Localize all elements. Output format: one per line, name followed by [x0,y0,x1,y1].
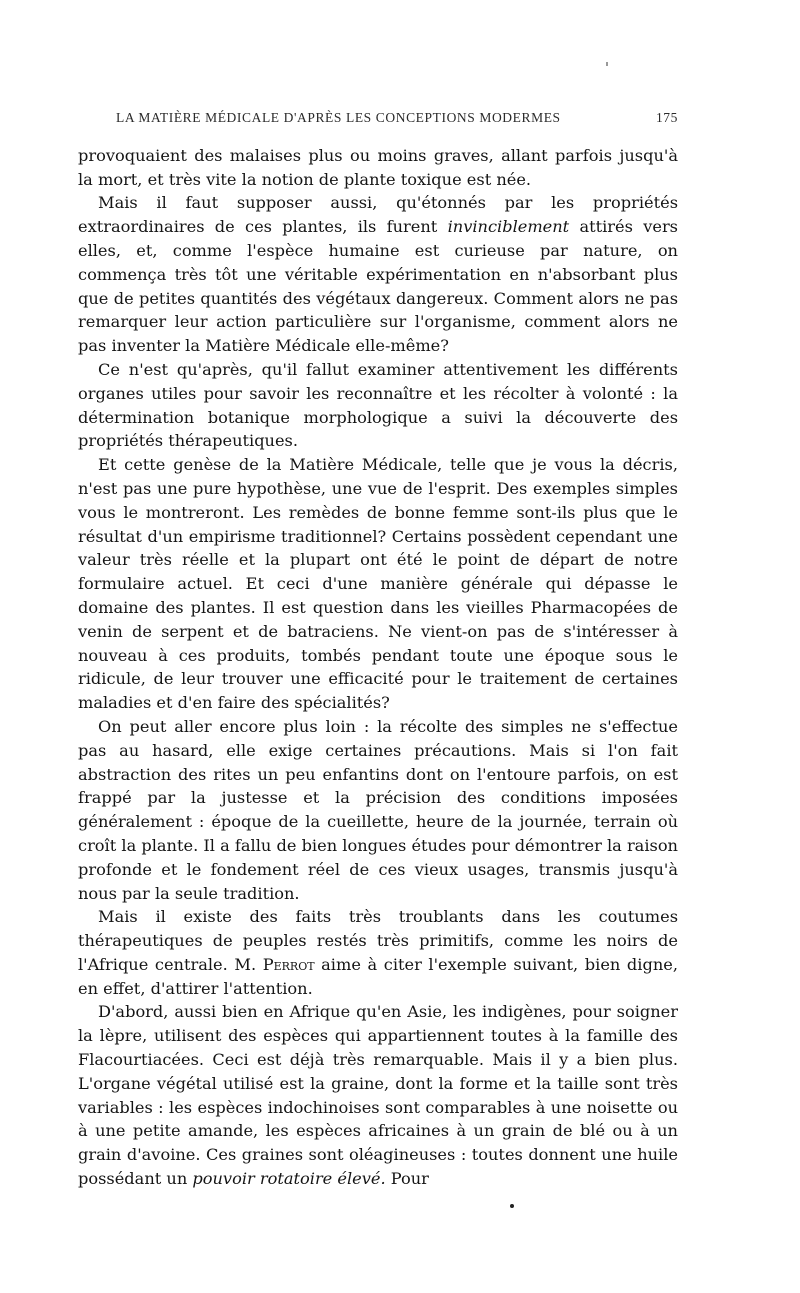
page-number: 175 [655,110,678,125]
book-page [78,100,678,1191]
emphasis-pouvoir-rotatoire: pouvoir rotatoire élevé. [192,1169,386,1189]
ink-dot [510,1204,514,1208]
paragraph-7: D'abord, aussi bien en Afrique qu'en Asie, les indigènes, pour soigner la lèpre, utilisent des espèces qui appartiennent toutes à la famille des Flacourtiacées. Ceci est déjà très remarquable. Mais il y a bien plus. L'organe végétal utilisé est la graine, dont la forme et la taille sont très variables : les espèces indochinoises sont comparables à une noisette ou à une petite amande, les espèces africaines à un grain de blé ou à un grain d'avoine. Ces graines sont oléagineuses : toutes donnent une huile possédant un pouvoir rotatoire élevé. Pour [78,1002,678,1189]
running-header [116,106,678,130]
emphasis-invinciblement: invinciblement [447,217,570,237]
paragraph-1: provoquaient des malaises plus ou moins graves, allant parfois jusqu'à la mort, et très vite la notion de plante toxique est née. [78,145,678,189]
paragraph-2: Mais il faut supposer aussi, qu'étonnés par les propriétés extraordinaires de ces plantes, ils furent invinciblement attirés vers elles, et, comme l'espèce humaine est curieuse par nature, on commença très tôt une véritable expérimentation en n'absorbant plus que de petites quantités des végétaux dangereux. Comment alors ne pas remarquer leur action particulière sur l'organisme, comment alors ne pas inventer la Matière Médicale elle-même? [78,193,678,356]
paragraph-6: Mais il existe des faits très troublants dans les coutumes thérapeutiques de peuples restés très primitifs, comme les noirs de l'Afrique centrale. M. Perrot aime à citer l'exemple suivant, bien digne, en effet, d'attirer l'attention. [78,907,678,998]
author-name-perrot: Perrot [262,954,315,974]
scan-mark [606,62,608,66]
paragraph-4: Et cette genèse de la Matière Médicale, telle que je vous la décris, n'est pas une pure hypothèse, une vue de l'esprit. Des exemples simples vous le montreront. Les remèdes de bonne femme sont-ils plus que le résultat d'un empirisme traditionnel? Certains possèdent cependant une valeur très réelle et la plupart ont été le point de départ de notre formulaire actuel. Et ceci d'une manière générale qui dépasse le domaine des plantes. Il est question dans les vieilles Pharmacopées de venin de serpent et de batraciens. Ne vient-on pas de s'intéresser à nouveau à ces produits, tombés pendant toute une époque sous le ridicule, de leur trouver une efficacité pour le traitement de certaines maladies et d'en faire des spécialités? [78,455,678,713]
running-title: LA MATIÈRE MÉDICALE D'APRÈS LES CONCEPTIONS MODERMES [116,110,561,125]
paragraph-3: Ce n'est qu'après, qu'il fallut examiner attentivement les différents organes utiles pour savoir les reconnaître et les récolter à volonté : la détermination botanique morphologique a suivi la découverte des propriétés thérapeutiques. [78,359,678,451]
paragraph-5: On peut aller encore plus loin : la récolte des simples ne s'effectue pas au hasard, elle exige certaines précautions. Mais si l'on fait abstraction des rites un peu enfantins dont on l'entoure parfois, on est frappé par la justesse et la précision des conditions imposées généralement : époque de la cueillette, heure de la journée, terrain où croît la plante. Il a fallu de bien longues études pour démontrer la raison profonde et le fondement réel de ces vieux usages, transmis jusqu'à nous par la seule tradition. [78,716,678,903]
